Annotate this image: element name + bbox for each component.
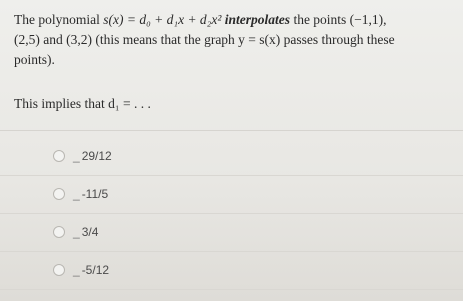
emphasis-interpolates: interpolates [221, 12, 291, 27]
answer-options [0, 138, 463, 290]
answer-option-label: 29/12 [81, 149, 112, 163]
answer-option-label: -5/12 [81, 263, 110, 277]
answer-option-label: -11/5 [81, 187, 109, 201]
radio-button[interactable] [53, 150, 65, 162]
polynomial-formula: s(x) = d₀ + d₁x + d₂x² [103, 12, 222, 27]
question-line-2: (2,5) and (3,2) (this means that the graph y = s(x) passes through these [14, 32, 395, 47]
answer-option-label: 3/4 [81, 225, 99, 239]
question-line-3: points). [14, 52, 55, 67]
question-text-part: The polynomial [14, 12, 104, 27]
radio-button[interactable] [53, 188, 65, 200]
answer-option-1[interactable]: _ 29/12 [0, 138, 463, 176]
question-text [14, 10, 454, 70]
question-line-1 [14, 10, 454, 30]
radio-button[interactable] [53, 264, 65, 276]
divider [0, 130, 463, 131]
answer-option-4[interactable]: _ -5/12 [0, 252, 463, 290]
answer-option-3[interactable]: _ 3/4 [0, 214, 463, 252]
answer-option-2[interactable]: _ -11/5 [0, 176, 463, 214]
question-text-part: the points (−1,1), [290, 12, 387, 27]
question-prompt: This implies that d₁ = . . . [14, 96, 151, 111]
radio-button[interactable] [53, 226, 65, 238]
